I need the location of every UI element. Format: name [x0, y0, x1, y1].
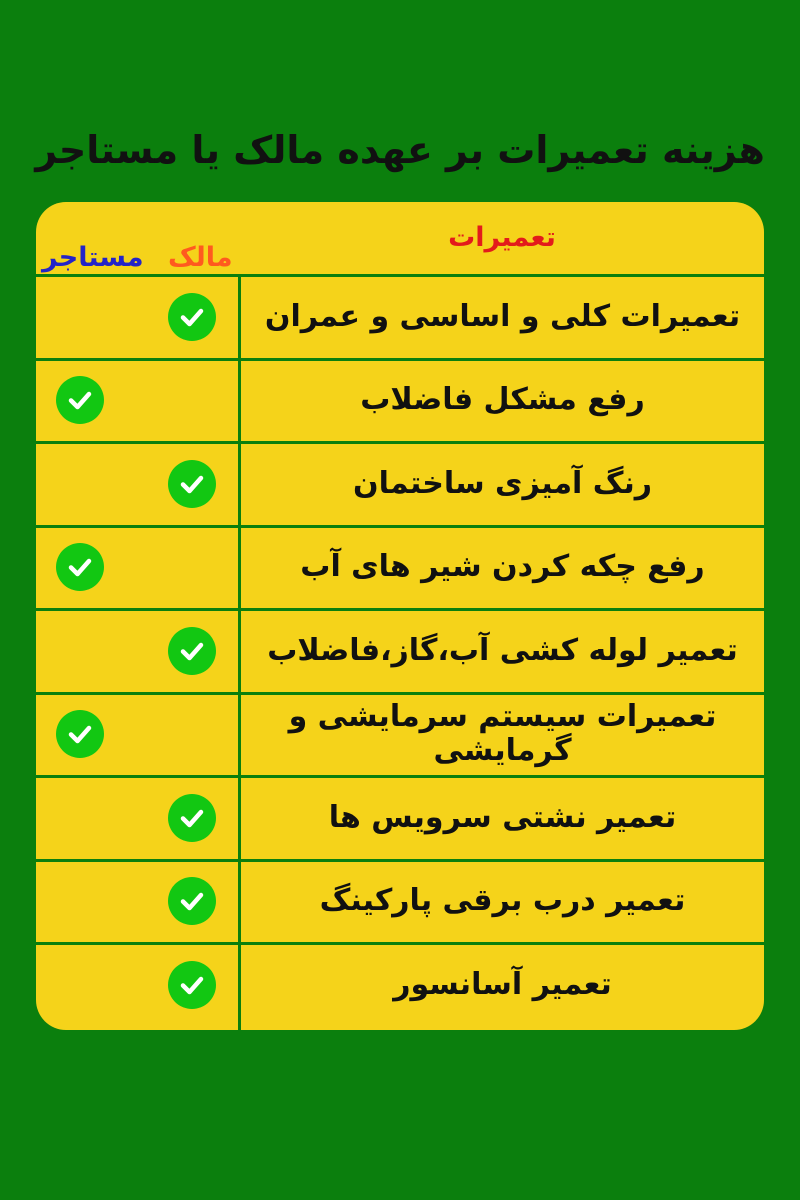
- repair-item: تعمیر لوله کشی آب،گاز،فاضلاب: [267, 632, 738, 668]
- row-divider: [36, 942, 764, 945]
- row-divider: [36, 274, 764, 277]
- check-icon: [168, 961, 216, 1009]
- check-icon: [168, 627, 216, 675]
- repair-item: تعمیرات سیستم سرمایشی و گرمایشی: [288, 698, 717, 769]
- table-row: [36, 359, 764, 443]
- row-divider: [36, 692, 764, 695]
- repair-item: رفع مشکل فاضلاب: [360, 382, 645, 417]
- repairs-table: [36, 202, 764, 1030]
- header-tenant: مستاجر: [42, 242, 144, 273]
- table-header: [36, 202, 764, 275]
- repair-item: تعمیر آسانسور: [393, 966, 612, 1002]
- check-icon: [168, 794, 216, 842]
- row-divider: [36, 525, 764, 528]
- table-row: [36, 526, 764, 610]
- repair-item: رنگ آمیزی ساختمان: [352, 465, 653, 501]
- repair-item: رفع چکه کردن شیر های آب: [300, 549, 705, 584]
- check-icon: [56, 710, 104, 758]
- row-divider: [36, 608, 764, 611]
- repair-item: تعمیر درب برقی پارکینگ: [319, 883, 686, 918]
- page-title: هزینه تعمیرات بر عهده مالک یا مستاجر: [35, 128, 765, 172]
- repair-item: تعمیر نشتی سرویس ها: [328, 799, 677, 835]
- check-icon: [168, 877, 216, 925]
- table-row: [36, 442, 764, 526]
- table-row: [36, 776, 764, 860]
- row-divider: [36, 775, 764, 778]
- row-divider: [36, 358, 764, 361]
- table-row: [36, 943, 764, 1027]
- table-row: [36, 275, 764, 359]
- check-icon: [56, 543, 104, 591]
- table-row: [36, 693, 764, 777]
- table-row: [36, 860, 764, 944]
- header-owner: مالک: [168, 242, 233, 273]
- check-icon: [168, 293, 216, 341]
- row-divider: [36, 859, 764, 862]
- check-icon: [168, 460, 216, 508]
- repair-item: تعمیرات کلی و اساسی و عمران: [264, 298, 741, 334]
- table-row: [36, 609, 764, 693]
- check-icon: [56, 376, 104, 424]
- row-divider: [36, 441, 764, 444]
- header-repairs: تعمیرات: [448, 222, 556, 253]
